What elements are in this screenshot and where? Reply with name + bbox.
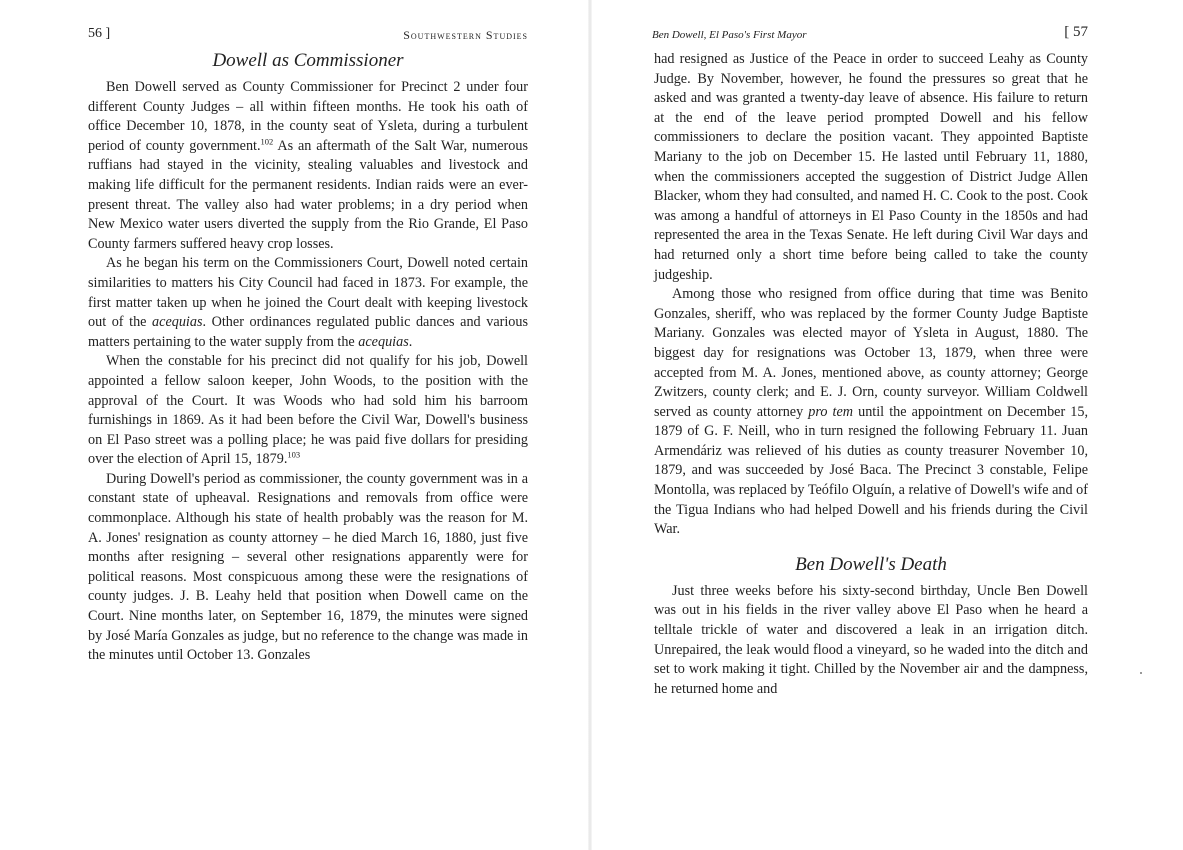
section-heading-commissioner: Dowell as Commissioner — [212, 50, 404, 71]
paragraph — [654, 285, 1088, 540]
paragraph: Just three weeks before his sixty-second birthday, Uncle Ben Dowell was out in his fields in the river valley above El Paso when he heard a telltale trickle of water and discovered a leak in an irrigation ditch. Unrepaired, the leak would flood a vineyard, so he waded into the ditch and set to work making it tight. Chilled by the November air and the dampness, he returned home and — [654, 582, 1088, 697]
left-page-number: 56 ] — [88, 26, 111, 41]
paragraph: During Dowell's period as commissioner, the county government was in a constant state of upheaval. Resignations and removals from office were commonplace. Although his state of health probably was the reason for M. A. Jones' resignation as county attorney – he died March 16, 1880, just five months after resigning – several other resignations apparently were for political reasons. Most conspicuous among these were the resignations of county judges. J. B. Leahy held that position when Dowell came on the Court. Nine months later, on September 16, 1879, the minutes were signed by José María Gonzales as judge, but no reference to the change was made in the minutes until October 13. Gonzales — [88, 470, 528, 664]
text-run: Among those who resigned from office during that time was Benito Gonzales, sheriff, who was replaced by the former County Judge Baptiste Mariany. Gonzales was elected mayor of Ysleta in August, 1880. The biggest day for resignations was October 13, 1879, when three were accepted from M. A. Jones, mentioned above, as county attorney; George Zwitzers, county clerk; and E. J. Orn, county surveyor. William Coldwell served as county attorney — [654, 286, 1088, 420]
footnote-ref: 102 — [260, 136, 274, 147]
italic-term: acequias — [358, 333, 409, 350]
paragraph: had resigned as Justice of the Peace in order to succeed Leahy as County Judge. By November, however, he found the pressures so great that he asked and was granted a twenty-day leave of absence. His failure to return at the end of the leave period prompted Dowell and his fellow commissioners to declare the position vacant. They appointed Baptiste Mariany to the job on December 15. He lasted until February 11, 1880, when the commissioners accepted the suggestion of District Judge Allen Blacker, whom they had consulted, and named H. C. Cook to the post. Cook was among a handful of attorneys in El Paso County in the 1850s and had represented the area in the Texas Senate. He left during Civil War days and had returned only a short time before being called to take the county judgeship. — [654, 51, 1088, 283]
paragraph — [88, 254, 528, 352]
left-page — [88, 0, 528, 666]
italic-term: acequias — [152, 314, 203, 331]
text-run: until the appointment on December 15, 1879 of G. F. Neill, who in turn resigned the following February 11. Juan Armendáriz was relieved of his duties as county treasurer November 10, 1879, and was succeeded by José Baca. The Precinct 3 constable, Felipe Montolla, was replaced by Teófilo Olguín, a relative of Dowell's wife and of the Tigua Indians who had helped Dowell and his friends during the Civil War. — [654, 403, 1088, 538]
text-run: As he began his term on the Commissioners Court, Dowell noted certain similarities to matters his City Council had faced in 1873. For example, the first matter taken up when he joined the Court dealt with keeping livestock out of the — [88, 255, 528, 331]
right-page-number: [ 57 — [1064, 24, 1088, 40]
text-run: When the constable for his precinct did not qualify for his job, Dowell appointed a fellow saloon keeper, John Woods, to the position with the approval of the Court. It was Woods who had sold him his barroom furnishings in 1869. As it had been before the Civil War, Dowell's business on El Paso street was a polling place; he was paid five dollars for presiding over the election of April 15, 1879. — [88, 353, 528, 468]
italic-term: pro tem — [808, 403, 854, 420]
text-run: Ben Dowell served as County Commissioner for Precinct 2 under four different County Judges – all within fifteen months. He took his oath of office December 10, 1878, in the county seat of Ysleta, during a turbulent period of county government. — [88, 79, 528, 154]
paragraph — [88, 78, 528, 254]
right-running-title: Ben Dowell, El Paso's First Mayor — [652, 29, 807, 41]
text-run: . — [408, 333, 413, 350]
section-heading-death: Ben Dowell's Death — [795, 553, 947, 575]
margin-speck — [1140, 672, 1142, 674]
footnote-ref: 103 — [287, 449, 301, 460]
text-run: . Other ordinances regulated public dances and various matters pertaining to the water supply from the — [88, 314, 528, 350]
left-running-head — [88, 26, 528, 50]
text-run: As an aftermath of the Salt War, numerous ruffians had stayed in the vicinity, stealing valuables and livestock and making life difficult for the permanent residents. Indian raids were an ever-present threat. The valley also had water problems; in a dry period when New Mexico water users diverted the supply from the Rio Grande, El Paso County farmers suffered heavy crop losses. — [88, 137, 528, 252]
right-page — [654, 0, 1088, 699]
right-running-head — [654, 26, 1088, 50]
left-running-title: Southwestern Studies — [403, 28, 528, 42]
book-gutter — [588, 0, 592, 850]
paragraph — [88, 352, 528, 470]
